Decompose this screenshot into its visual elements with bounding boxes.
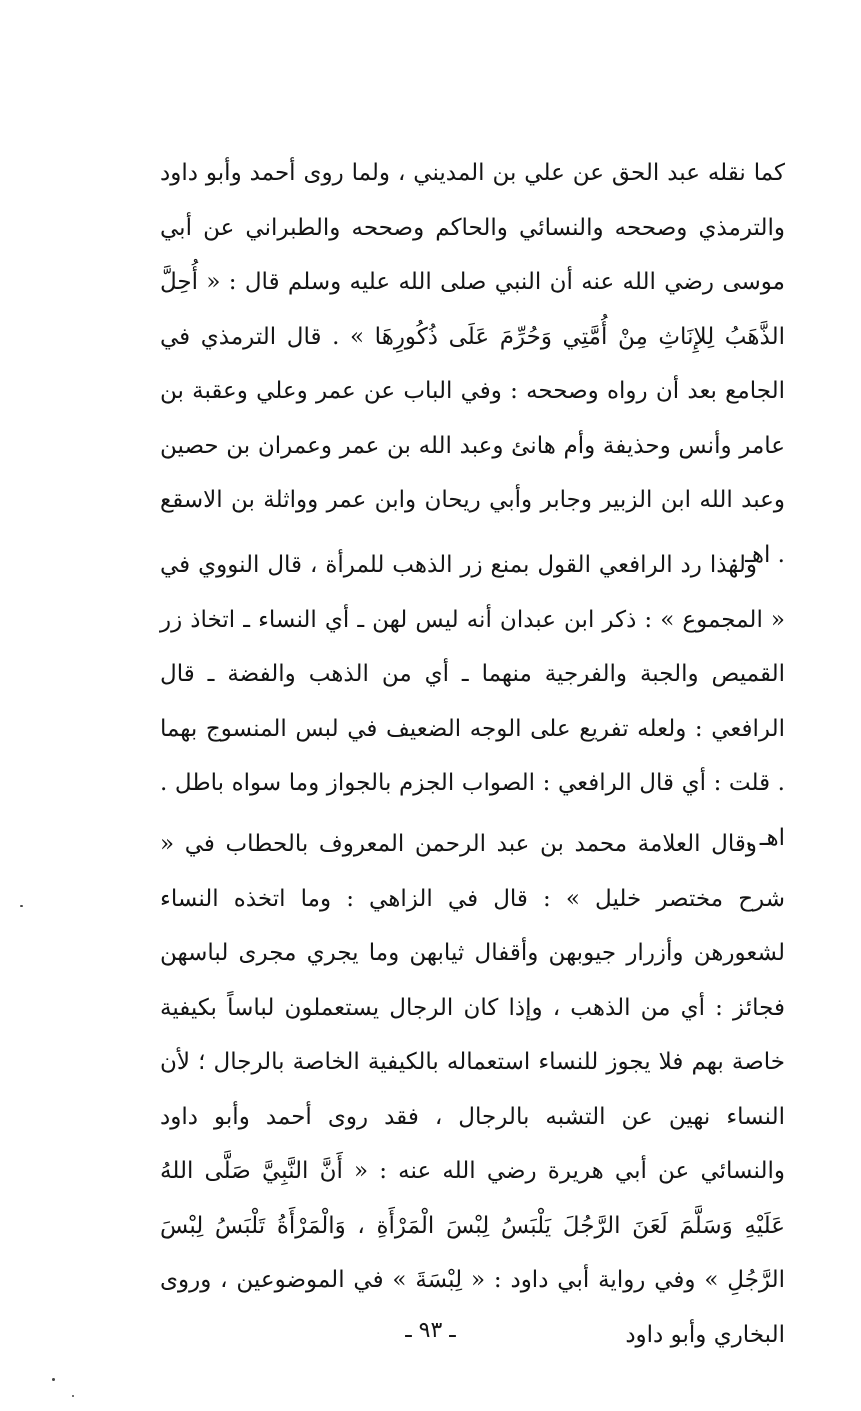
paragraph-3 — [160, 817, 785, 1362]
paragraph-text: كما نقله عبد الحق عن علي بن المديني ، ولما روى أحمد وأبو داود والترمذي وصححه والنسائي والحاكم وصححه والطبراني عن أبي موسى رضي الله عنه أن النبي صلى الله عليه وسلم قال : « أُحِلَّ الذَّهَبُ لِلإِنَاثِ مِنْ أُمَّتِي وَحُرِّمَ عَلَى ذُكُورِهَا » . قال الترمذي في الجامع بعد أن رواه وصححه : وفي الباب عن عمر وعلي وعقبة بن عامر وأنس وحذيفة وأم هانئ وعبد الله بن عمر وعمران بن حصين وعبد الله ابن الزبير وجابر وأبي ريحان وابن عمر وواثلة بن الاسقع . اهـ . — [160, 160, 785, 568]
paragraph-1 — [160, 146, 785, 582]
scan-speck — [52, 1378, 55, 1381]
scan-speck — [72, 1395, 74, 1397]
paragraph-text: ولهذا رد الرافعي القول بمنع زر الذهب للمرأة ، قال النووي في « المجموع » : ذكر ابن عبدان أنه ليس لهن ـ أي النساء ـ اتخاذ زر القميص والجبة والفرجية منهما ـ أي من الذهب والفضة ـ قال الرافعي : ولعله تفريع على الوجه الضعيف في لبس المنسوج بهما . قلت : أي قال الرافعي : الصواب الجزم بالجواز وما سواه باطل . اهـ . — [160, 552, 785, 851]
paragraph-text: وقال العلامة محمد بن عبد الرحمن المعروف بالحطاب في « شرح مختصر خليل » : قال في الزاهي : وما اتخذه النساء لشعورهن وأزرار جيوبهن وأقفال ثيابهن وما يجري مجرى لباسهن فجائز : أي من الذهب ، وإذا كان الرجال يستعملون لباساً بكيفية خاصة بهم فلا يجوز للنساء استعماله بالكيفية الخاصة بالرجال ؛ لأن النساء نهين عن التشبه بالرجال ، فقد روى أحمد وأبو داود والنسائي عن أبي هريرة رضي الله عنه : « أَنَّ النَّبِيَّ صَلَّى اللهُ عَلَيْهِ وَسَلَّمَ لَعَنَ الرَّجُلَ يَلْبَسُ لِبْسَ الْمَرْأَةِ ، وَالْمَرْأَةُ تَلْبَسُ لِبْسَ الرَّجُلِ » وفي رواية أبي داود : « لِبْسَةَ » في الموضوعين ، وروى البخاري وأبو داود — [160, 831, 785, 1348]
scan-speck — [20, 905, 23, 907]
paragraph-2 — [160, 538, 785, 865]
page-number: ـ ٩٣ ـ — [405, 1318, 456, 1343]
